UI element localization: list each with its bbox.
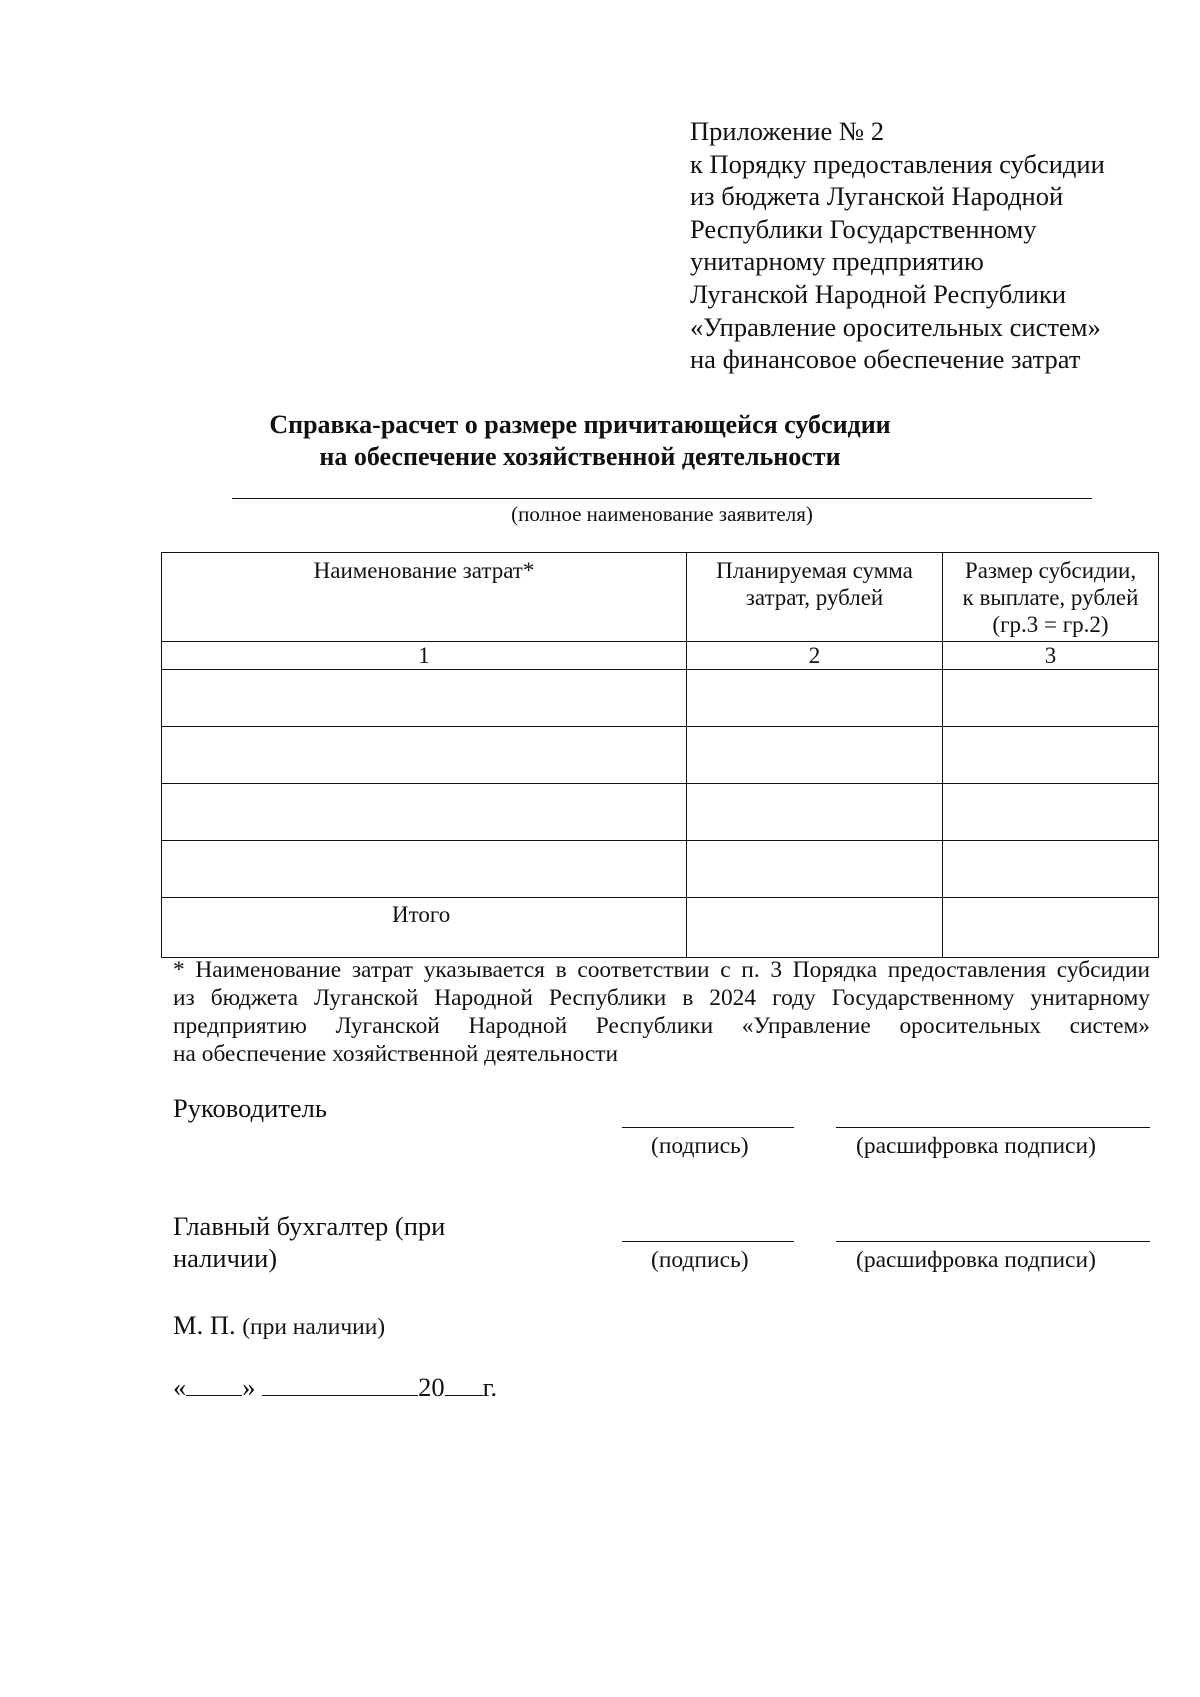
header-line: (гр.3 = гр.2) (992, 612, 1109, 637)
stamp-label: М. П. (173, 1310, 236, 1340)
footnote-line: предприятию Луганской Народной Республики «Управление оросительных систем» (173, 1013, 1150, 1039)
total-subsidy-cell[interactable] (943, 898, 1159, 958)
open-quote: « (173, 1372, 187, 1402)
column-number-row (162, 642, 1159, 670)
accountant-signature-field[interactable] (622, 1241, 794, 1242)
appendix-line: к Порядку предоставления субсидии (690, 148, 1105, 179)
column-number: 3 (943, 642, 1159, 670)
applicant-name-field[interactable] (232, 498, 1092, 499)
planned-sum-cell[interactable] (687, 784, 943, 841)
header-line: Планируемая сумма (716, 558, 913, 583)
footnote-line: * Наименование затрат указывается в соответствии с п. 3 Порядка предоставления субсидии (173, 957, 1150, 983)
header-line: Наименование затрат* (313, 558, 535, 583)
footnote (173, 956, 1150, 1068)
year-field[interactable] (445, 1371, 483, 1396)
day-field[interactable] (186, 1371, 242, 1396)
decoding-caption: (расшифровка подписи) (856, 1133, 1096, 1159)
head-label: Руководитель (173, 1093, 327, 1123)
close-quote: » (242, 1372, 256, 1402)
title-line-2: на обеспечение хозяйственной деятельности (319, 442, 841, 471)
head-decoding-field[interactable] (836, 1127, 1150, 1128)
table-header-row (162, 553, 1159, 642)
subsidy-cell[interactable] (943, 670, 1159, 727)
footnote-line: из бюджета Луганской Народной Республики в 2024 году Государственному унитарному (173, 985, 1150, 1011)
subsidy-cell[interactable] (943, 727, 1159, 784)
cost-name-cell[interactable] (162, 670, 687, 727)
appendix-reference (690, 115, 1170, 376)
appendix-line: из бюджета Луганской Народной (690, 181, 1064, 212)
head-signature-field[interactable] (622, 1127, 794, 1128)
planned-sum-cell[interactable] (687, 727, 943, 784)
column-number: 2 (687, 642, 943, 670)
cost-name-cell[interactable] (162, 784, 687, 841)
header-line: затрат, рублей (745, 585, 884, 610)
table-row (162, 727, 1159, 784)
header-subsidy-amount (943, 553, 1159, 642)
title-line-1: Справка-расчет о размере причитающейся субсидии (269, 410, 891, 439)
applicant-name-caption: (полное наименование заявителя) (511, 502, 813, 526)
appendix-line: унитарному предприятию (690, 246, 984, 277)
planned-sum-cell[interactable] (687, 841, 943, 898)
header-line: к выплате, рублей (962, 585, 1139, 610)
decoding-caption: (расшифровка подписи) (856, 1247, 1096, 1273)
cost-name-cell[interactable] (162, 727, 687, 784)
date-line (173, 1371, 497, 1403)
document-title (160, 409, 1000, 473)
column-number: 1 (162, 642, 687, 670)
accountant-label (173, 1210, 445, 1274)
signature-caption: (подпись) (651, 1133, 749, 1159)
stamp-note: (при наличии) (242, 1314, 386, 1340)
appendix-line: «Управление оросительных систем» (690, 311, 1101, 342)
accountant-decoding-field[interactable] (836, 1241, 1150, 1242)
accountant-label-line: Главный бухгалтер (при (173, 1211, 446, 1241)
accountant-label-line: наличии) (173, 1243, 278, 1273)
appendix-line: на финансовое обеспечение затрат (690, 344, 1081, 375)
stamp-place (173, 1310, 385, 1341)
footnote-line: на обеспечение хозяйственной деятельности (173, 1041, 619, 1067)
month-field[interactable] (262, 1371, 418, 1396)
cost-name-cell[interactable] (162, 841, 687, 898)
table-row (162, 841, 1159, 898)
appendix-line: Приложение № 2 (690, 116, 885, 146)
appendix-line: Республики Государственному (690, 213, 1037, 244)
total-planned-sum-cell[interactable] (687, 898, 943, 958)
century-text: 20 (418, 1372, 445, 1402)
costs-table (161, 552, 1159, 958)
subsidy-cell[interactable] (943, 784, 1159, 841)
signature-caption: (подпись) (651, 1247, 749, 1273)
header-cost-name (162, 553, 687, 642)
planned-sum-cell[interactable] (687, 670, 943, 727)
header-line: Размер субсидии, (964, 558, 1137, 583)
table-row (162, 670, 1159, 727)
total-label: Итого (162, 898, 687, 958)
header-planned-sum (687, 553, 943, 642)
subsidy-cell[interactable] (943, 841, 1159, 898)
year-suffix: г. (482, 1372, 498, 1402)
appendix-line: Луганской Народной Республики (690, 278, 1067, 309)
table-row (162, 784, 1159, 841)
total-row (162, 898, 1159, 958)
